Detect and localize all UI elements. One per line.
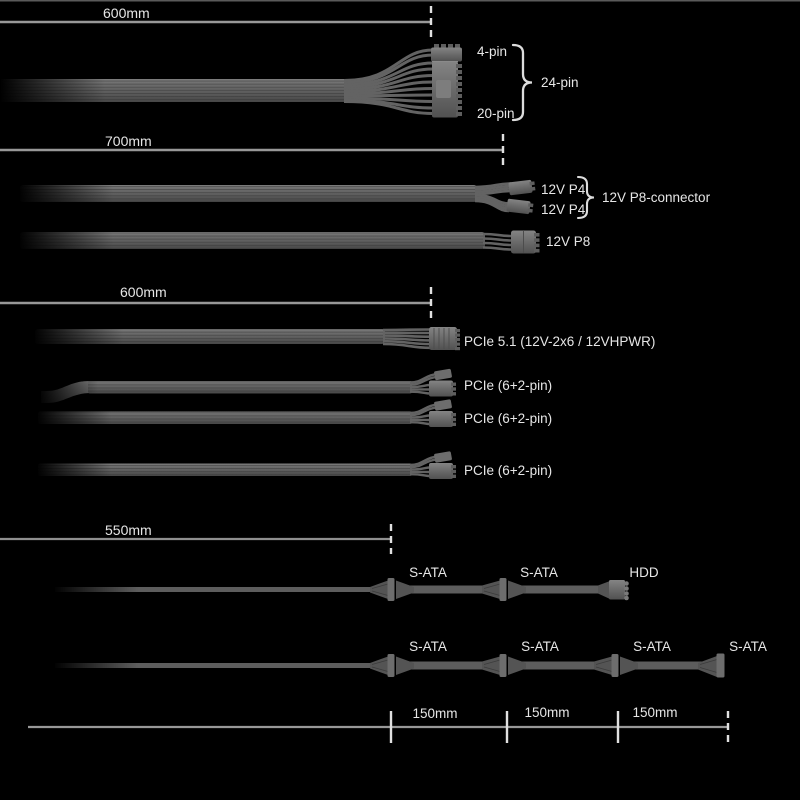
- sata-connector-4: [500, 654, 507, 677]
- sata-row2-label-4: S-ATA: [729, 639, 767, 654]
- cpu-dim-label: 700mm: [105, 133, 152, 149]
- segment-label-1: 150mm: [412, 706, 458, 721]
- cpu-p4-top-label: 12V P4: [541, 182, 586, 197]
- pcie-hpwr-label: PCIe 5.1 (12V-2x6 / 12VHPWR): [464, 334, 656, 349]
- sata-row1-label-2: S-ATA: [520, 565, 558, 580]
- cpu-p4-bottom-label: 12V P4: [541, 202, 586, 217]
- pcie-62-label-1: PCIe (6+2-pin): [464, 378, 553, 393]
- atx-20pin-label: 20-pin: [477, 106, 515, 121]
- pcie-62-label-2: PCIe (6+2-pin): [464, 411, 553, 426]
- hdd-connector: [609, 580, 629, 600]
- sata-connector-5: [612, 654, 619, 677]
- segment-label-3: 150mm: [632, 705, 678, 720]
- sata-row1-label-1: S-ATA: [409, 565, 447, 580]
- top-border: [0, 0, 800, 2]
- sata-hdd-label: HDD: [629, 565, 659, 580]
- sata-row2-label-3: S-ATA: [633, 639, 671, 654]
- sata-row2-label-1: S-ATA: [409, 639, 447, 654]
- sata-dim-label: 550mm: [105, 522, 152, 538]
- sata-connector-3: [388, 654, 395, 677]
- atx-24pin-connector: [432, 62, 462, 118]
- atx-24pin-label: 24-pin: [541, 75, 579, 90]
- pcie-hpwr-connector: [429, 327, 460, 350]
- cpu-p8-group-label: 12V P8-connector: [602, 190, 711, 205]
- pcie-62-label-3: PCIe (6+2-pin): [464, 463, 553, 478]
- sata-connector-end: [717, 654, 725, 678]
- sata-connector-1: [388, 578, 395, 601]
- pcie-dim-label: 600mm: [120, 284, 167, 300]
- atx-dim-label: 600mm: [103, 5, 150, 21]
- atx-4pin-label: 4-pin: [477, 44, 508, 59]
- cpu-p8-label: 12V P8: [546, 234, 591, 249]
- segment-label-2: 150mm: [524, 705, 570, 720]
- cpu-p8-connector: [511, 231, 540, 254]
- sata-row2-label-2: S-ATA: [521, 639, 559, 654]
- sata-connector-2: [500, 578, 507, 601]
